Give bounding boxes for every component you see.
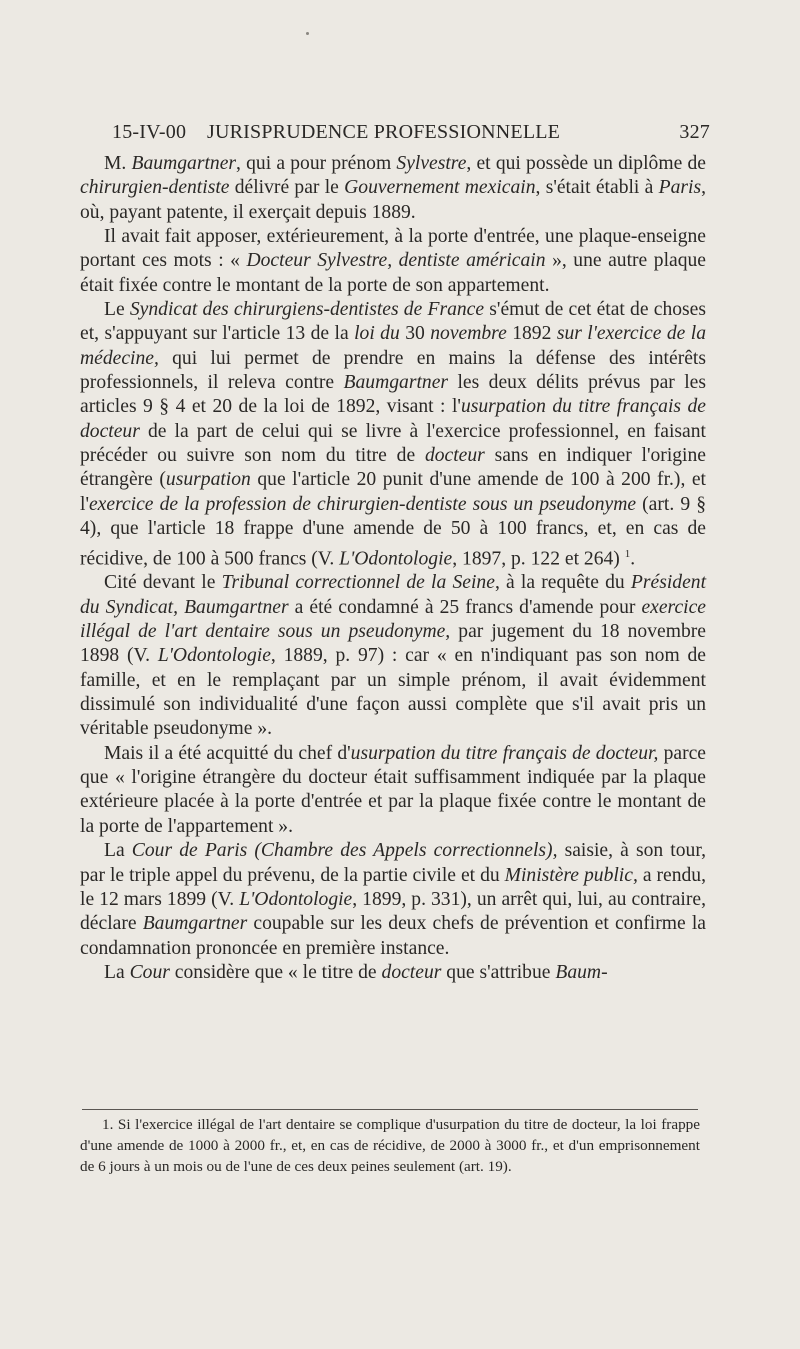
text-run: que l'article 20 punit d'une amende de 100 à 200 fr.), et l' — [80, 469, 706, 515]
text-run: a été condamné à 25 francs d'amende pour — [288, 596, 642, 618]
body-paragraph — [80, 742, 706, 839]
body-paragraph — [80, 152, 706, 225]
italic-run: docteur — [424, 445, 485, 467]
italic-run: Baumgartner — [343, 372, 449, 394]
text-run: de la part de celui qui se livre à l'exercice professionnel, en faisant précéder ou suivre son nom du titre de — [80, 420, 706, 467]
italic-run: Baumgartner — [131, 153, 237, 174]
text-run: M. — [104, 153, 132, 174]
text-run: a rendu, le 12 mars 1899 (V. — [80, 864, 707, 910]
text-run: Il avait fait apposer, extérieurement, à la porte d'entrée, une plaque-enseigne portant ces mots : « — [80, 226, 706, 272]
italic-run: Ministère public, — [504, 864, 638, 886]
italic-run: L'Odontologie — [239, 888, 353, 910]
issue-date: 15-IV-00 — [112, 121, 187, 143]
text-run: , s'était établi à — [535, 177, 659, 199]
text-run: saisie, à son tour, par le triple appel du prévenu, de la partie civile et du — [80, 840, 706, 886]
body-paragraph — [80, 225, 706, 298]
italic-run: docteur — [381, 961, 442, 983]
footnote — [80, 1114, 700, 1177]
italic-run: usurpation — [165, 469, 251, 491]
body-paragraph — [80, 298, 706, 571]
text-run: sans en indiquer l'origine étrangère ( — [80, 445, 706, 491]
italic-run: Tribunal correctionnel de la Seine — [221, 572, 495, 594]
italic-run: Baum- — [555, 961, 608, 983]
footnote-text: 1. Si l'exercice illégal de l'art dentaire se complique d'usurpation du titre de docteur, la loi frappe d'une amende de 1000 à 2000 fr., et, en cas de récidive, de 2000 à 3000 fr., et d'un emprisonnement de 6 jours à un mois ou de l'une de ces deux peines seulement (art. 19). — [80, 1116, 700, 1175]
text-run: , qui a pour prénom — [236, 153, 397, 174]
text-run: , où, payant patente, il exerçait depuis 1889. — [80, 177, 707, 223]
text-run: 30 — [399, 323, 431, 345]
text-run: Mais il a été acquitté du chef d' — [104, 742, 351, 764]
italic-run: Baumgartner — [142, 913, 248, 935]
italic-run: Paris — [658, 177, 702, 199]
text-run: Cité devant le — [104, 572, 222, 594]
text-run: s'émut de cet état de choses et, s'appuyant sur l'article 13 de la — [80, 299, 706, 345]
italic-run: exercice de la profession de chirurgien-dentiste sous un pseudonyme — [88, 493, 637, 515]
text-run: (art. 9 § 4), que l'article 18 frappe d'une amende de 50 à 100 francs, et, en cas de récidive, de 100 à 500 francs (V. — [80, 493, 706, 570]
text-run: La — [104, 961, 130, 983]
italic-run: usurpation du titre français de docteur — [80, 396, 706, 442]
text-run: les deux délits prévus par les articles 9 § 4 et 20 de la loi de 1892, visant : l' — [80, 372, 706, 418]
text-run: , à la requête du — [494, 572, 631, 594]
text-run: que s'attribue — [441, 961, 556, 983]
italic-run: sur l'exercice de la médecine, — [80, 323, 707, 369]
text-run: , 1897, p. 122 et 264) — [452, 548, 625, 570]
italic-run: L'Odontologie — [157, 645, 271, 667]
article-body — [80, 152, 706, 985]
italic-run: chirurgien-dentiste — [80, 177, 230, 199]
italic-run: usurpation du titre français de docteur, — [350, 742, 659, 764]
body-paragraph — [80, 839, 706, 961]
text-run: , 1899, p. 331), un arrêt qui, lui, au contraire, déclare — [80, 888, 706, 935]
paper-speck — [306, 32, 309, 35]
text-run: La — [104, 840, 132, 862]
running-header — [112, 121, 710, 149]
italic-run: exercice illégal de l'art dentaire sous un pseudonyme, — [80, 596, 706, 643]
italic-run: Gouvernement mexicain — [344, 177, 536, 199]
italic-run: Syndicat des chirurgiens-dentistes de France — [129, 299, 485, 321]
text-run: . — [630, 548, 636, 570]
running-title: JURISPRUDENCE PROFESSIONNELLE — [207, 121, 561, 143]
text-run: 1892 — [506, 323, 557, 345]
italic-run: Sylvestre — [396, 153, 467, 174]
footnote-ref: 1 — [624, 547, 631, 560]
text-run: , et qui possède un diplôme de — [466, 153, 706, 174]
page-number: 327 — [679, 121, 710, 143]
footnote-rule — [82, 1109, 698, 1110]
text-run: considère que « le titre de — [169, 961, 382, 983]
text-run: par jugement du 18 novembre 1898 (V. — [80, 621, 706, 667]
italic-run: loi du — [354, 323, 400, 345]
italic-run: Président du Syndicat, Baumgartner — [80, 572, 707, 618]
text-run: Le — [104, 299, 130, 321]
text-run: , 1889, p. 97) : car « en n'indiquant pas son nom de famille, et en le remplaçant par un simple prénom, il avait évidemment dissimulé son individualité d'une façon aussi complète que s'il avait pris un véritable pseudonyme ». — [80, 645, 706, 740]
italic-run: Docteur Sylvestre, dentiste américain — [246, 250, 546, 272]
text-run: parce que « l'origine étrangère du docteur était suffisamment indiquée par la plaque extérieure placée à la porte d'entrée et par la plaque fixée contre le montant de la porte de l'appartement ». — [80, 742, 707, 837]
italic-run: L'Odontologie — [339, 548, 453, 570]
text-run: qui lui permet de prendre en mains la défense des intérêts professionnels, il releva contre — [80, 347, 706, 394]
text-run: », une autre plaque était fixée contre le montant de la porte de son appartement. — [80, 250, 707, 296]
text-run: coupable sur les deux chefs de prévention et confirme la condamnation prononcée en première instance. — [80, 913, 706, 959]
body-paragraph — [80, 961, 706, 985]
italic-run: Cour — [129, 961, 170, 983]
body-paragraph — [80, 571, 706, 741]
italic-run: novembre — [430, 323, 507, 345]
italic-run: Cour de Paris (Chambre des Appels correctionnels), — [131, 840, 558, 862]
text-run: délivré par le — [229, 177, 345, 199]
